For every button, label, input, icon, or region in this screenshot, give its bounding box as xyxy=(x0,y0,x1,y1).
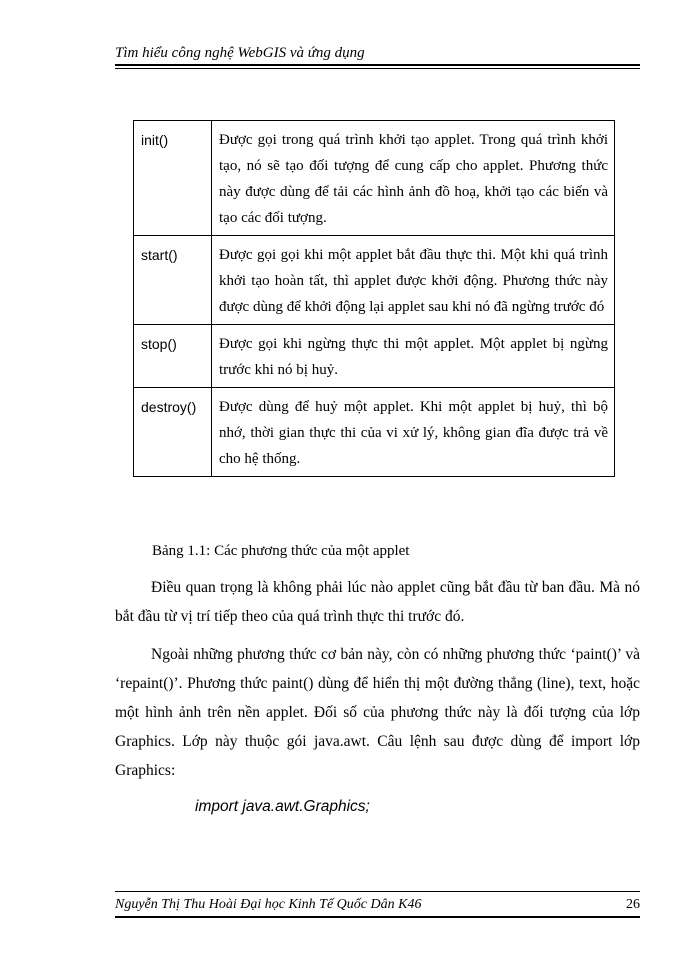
footer-rule-thick xyxy=(115,916,640,918)
paragraph-paint-repaint: Ngoài những phương thức cơ bản này, còn có những phương thức ‘paint()’ và ‘repaint()’. Phương thức paint() dùng để hiển thị một đường thẳng (line), text, hoặc một hình ảnh trên nền applet. Đối số của phương thức này là đối tượng của lớp Graphics. Lớp này thuộc gói java.awt. Câu lệnh sau được dùng để import lớp Graphics: xyxy=(115,646,640,779)
method-description-cell: Được gọi khi ngừng thực thi một applet. Một applet bị ngừng trước khi nó bị huỷ. xyxy=(212,325,615,388)
method-name-cell: destroy() xyxy=(134,388,212,477)
import-code-line: import java.awt.Graphics; xyxy=(195,798,370,815)
method-name-cell: start() xyxy=(134,236,212,325)
method-name-cell: init() xyxy=(134,121,212,236)
table-row xyxy=(134,388,615,477)
table-caption: Bảng 1.1: Các phương thức của một applet xyxy=(152,543,410,559)
method-description-cell: Được gọi gọi khi một applet bắt đầu thực thi. Một khi quá trình khởi tạo hoàn tất, thì applet được khởi động. Phương thức này được dùng để khởi động lại applet sau khi nó đã ngừng trước đó xyxy=(212,236,615,325)
page-header-title: Tìm hiểu công nghệ WebGIS và ứng dụng xyxy=(115,45,365,61)
table-row xyxy=(134,325,615,388)
page-number: 26 xyxy=(626,897,640,912)
method-name-cell: stop() xyxy=(134,325,212,388)
method-description-cell: Được gọi trong quá trình khởi tạo applet. Trong quá trình khởi tạo, nó sẽ tạo đối tượng để cung cấp cho applet. Phương thức này được dùng để tải các hình ảnh đồ hoạ, khởi tạo các biến và tạo các đối tượng. xyxy=(212,121,615,236)
footer-author: Nguyễn Thị Thu Hoài Đại học Kinh Tế Quốc Dân K46 xyxy=(115,897,422,912)
table-row xyxy=(134,121,615,236)
table-row xyxy=(134,236,615,325)
header-rule-thick xyxy=(115,64,640,66)
header-rule-thin xyxy=(115,68,640,69)
footer-rule-thin xyxy=(115,891,640,892)
method-description-cell: Được dùng để huỷ một applet. Khi một applet bị huỷ, thì bộ nhớ, thời gian thực thi của vi xử lý, không gian đĩa được trả về cho hệ thống. xyxy=(212,388,615,477)
applet-methods-table xyxy=(133,120,615,477)
paragraph-applet-start: Điều quan trọng là không phải lúc nào applet cũng bắt đầu từ ban đầu. Mà nó bắt đầu từ vị trí tiếp theo của quá trình thực thi trước đó. xyxy=(115,579,640,625)
